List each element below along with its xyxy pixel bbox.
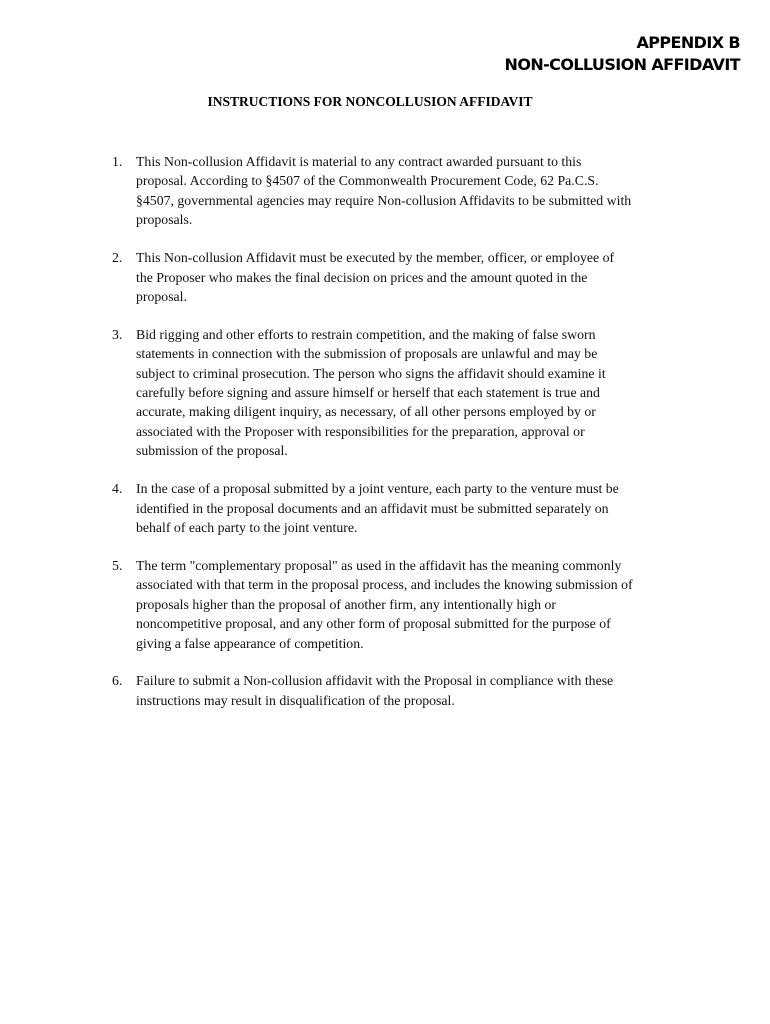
item-text-line: §4507, governmental agencies may require Non-collusion Affidavits to be submitted with bbox=[136, 192, 632, 208]
appendix-header bbox=[505, 32, 740, 76]
instruction-item bbox=[112, 479, 692, 537]
item-text-line: Failure to submit a Non-collusion affidavit with the Proposal in compliance with these bbox=[136, 673, 614, 689]
item-number: 5. bbox=[112, 557, 123, 573]
instruction-item bbox=[112, 671, 692, 710]
item-text-line: behalf of each party to the joint venture. bbox=[136, 520, 358, 535]
instruction-item bbox=[112, 248, 692, 306]
item-text-line: carefully before signing and assure himself or herself that each statement is true and bbox=[136, 385, 600, 401]
appendix-label: APPENDIX B bbox=[636, 33, 740, 52]
item-text-line: The term "complementary proposal" as used in the affidavit has the meaning commonly bbox=[136, 557, 622, 573]
item-text-line: In the case of a proposal submitted by a joint venture, each party to the venture must be bbox=[136, 481, 619, 497]
item-text-line: associated with that term in the proposal process, and includes the knowing submission of bbox=[136, 577, 633, 593]
affidavit-title: NON-COLLUSION AFFIDAVIT bbox=[504, 55, 740, 74]
item-text-line: This Non-collusion Affidavit is material to any contract awarded pursuant to this bbox=[136, 154, 582, 169]
item-text-line: This Non-collusion Affidavit must be executed by the member, officer, or employee of bbox=[136, 250, 615, 266]
item-text-line: subject to criminal prosecution. The person who signs the affidavit should examine it bbox=[136, 365, 606, 381]
item-number: 3. bbox=[112, 326, 123, 342]
item-text-line: identified in the proposal documents and an affidavit must be submitted separately on bbox=[136, 500, 609, 516]
instructions-title: INSTRUCTIONS FOR NONCOLLUSION AFFIDAVIT bbox=[207, 94, 533, 109]
item-text-line: proposal. According to §4507 of the Commonwealth Procurement Code, 62 Pa.C.S. bbox=[136, 173, 599, 189]
item-text-line: submission of the proposal. bbox=[136, 443, 288, 459]
item-text-line: proposal. bbox=[136, 288, 187, 304]
instruction-item bbox=[112, 556, 692, 653]
item-text-line: proposals higher than the proposal of another firm, any intentionally high or bbox=[136, 596, 556, 612]
item-text-line: accurate, making diligent inquiry, as necessary, of all other persons employed by or bbox=[136, 404, 596, 420]
instructions-list bbox=[112, 152, 692, 729]
item-number: 6. bbox=[112, 673, 123, 689]
item-text-line: statements in connection with the submission of proposals are unlawful and may be bbox=[136, 346, 598, 362]
item-number: 1. bbox=[112, 154, 123, 169]
item-text-line: instructions may result in disqualification of the proposal. bbox=[136, 692, 455, 708]
item-text-line: associated with the Proposer with responsibilities for the preparation, approval or bbox=[136, 423, 585, 439]
item-text-line: Bid rigging and other efforts to restrain competition, and the making of false sworn bbox=[136, 326, 596, 342]
item-text-line: noncompetitive proposal, and any other form of proposal submitted for the purpose of bbox=[136, 616, 611, 632]
instruction-item bbox=[112, 152, 692, 230]
item-text-line: proposals. bbox=[136, 212, 193, 228]
item-text-line: the Proposer who makes the final decision on prices and the amount quoted in the bbox=[136, 269, 588, 285]
item-number: 2. bbox=[112, 250, 123, 266]
instruction-item bbox=[112, 325, 692, 461]
item-number: 4. bbox=[112, 481, 123, 497]
item-text-line: giving a false appearance of competition. bbox=[136, 635, 364, 651]
